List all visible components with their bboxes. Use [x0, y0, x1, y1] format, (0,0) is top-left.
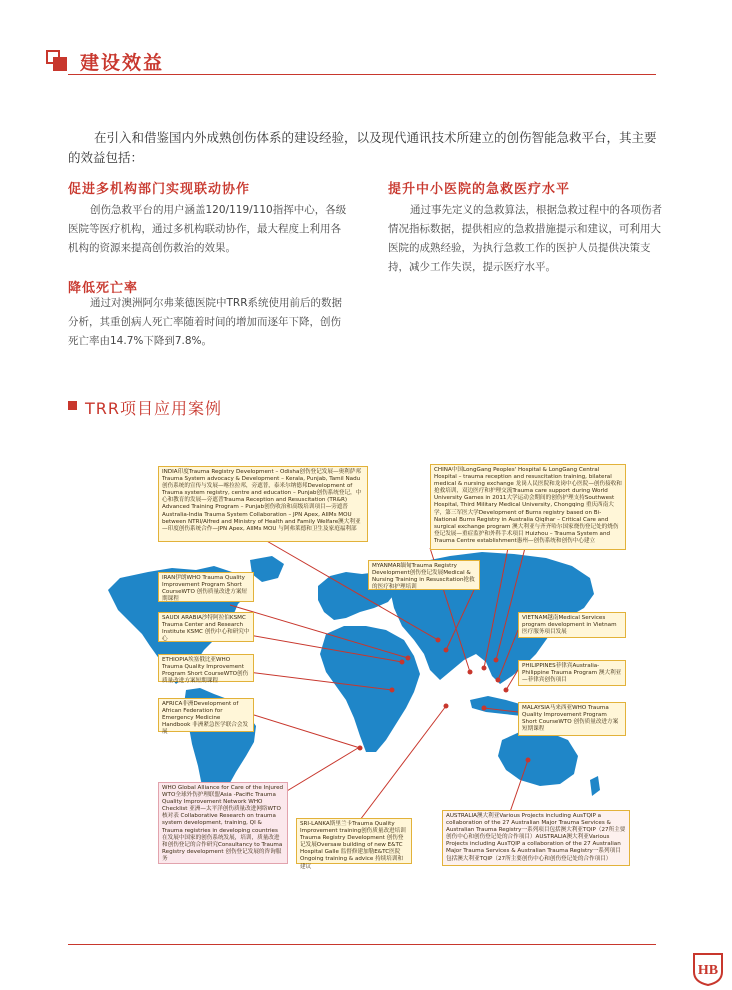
page-title: 建设效益	[80, 52, 165, 74]
benefit-mortality-title: 降低死亡率	[68, 281, 139, 296]
case-philippines: PHILIPPINES菲律宾Australia-Philippine Trauma Program 澳大利亚—菲律宾创伤项目	[518, 660, 626, 686]
australia-shape	[498, 730, 578, 786]
case-vietnam: VIETNAM越南Medical Services program development in Vietnam 医疗服务项目发展	[518, 612, 626, 638]
case-sri-lanka: SRI-LANKA斯里兰卡Trauma Quality Improvement training创伤质量改进培训 Trauma Registry Development 创伤登记发展Oversaw building of new E&TC Hospital Galle 监督修建加勒E&TC医院 Ongoing training & advice 持续培训和建议	[296, 818, 412, 864]
cases-title: TRR项目应用案例	[85, 399, 223, 418]
case-who: WHO Global Alliance for Care of the Injured WTO全球外伤护理联盟Asia -Pacific Trauma Quality Improvement Network WHO Checklist 亚洲—太平洋创伤质量改进网络WTO核对表 Collaborative Research on trauma system development, training, QI & Trauma registries in developing countries 在发展中国家的创伤系统发展，培训，质量改进和创伤登记的合作研究Consultancy to Trauma Registry development 创伤登记发展的咨询服务	[158, 782, 288, 864]
case-iran: IRAN伊朗WHO Trauma Quality Improvement Program Short CourseWTO 创伤质量改进方案短期课程	[158, 572, 254, 602]
shield-logo-icon	[690, 950, 726, 986]
benefit-mortality-text: 通过对澳洲阿尔弗莱德医院中TRR系统使用前后的数据分析，其重创病人死亡率随着时间的增加而逐年下降，创伤死亡率由14.7%下降到7.8%。	[68, 297, 343, 347]
case-africa: AFRICA非洲Development of African Federation for Emergency Medicine Handbook 非洲紧急医学联合会发展	[158, 698, 254, 732]
intro-paragraph: 在引入和借鉴国内外成熟创伤体系的建设经验，以及现代通讯技术所建立的创伤智能急救平台，其主要的效益包括：	[68, 130, 657, 165]
case-saudi-arabia: SAUDI ARABIA沙特阿拉伯KSMC Trauma Center and Research Institute KSMC 创伤中心和研究中心	[158, 612, 254, 642]
footer-divider	[68, 944, 656, 945]
greenland-shape	[250, 556, 284, 582]
case-ethiopia: ETHIOPIA埃塞俄比亚WHO Trauma Quality Improvement Program Short CourseWTO创伤质量改进方案短期课程	[158, 654, 254, 682]
case-malaysia: MALAYSIA马来西亚WHO Trauma Quality Improvement Program Short CourseWTO 创伤质量改进方案短期课程	[518, 702, 626, 736]
new-zealand-shape	[590, 776, 600, 796]
benefit-small-hospitals-title: 提升中小医院的急救医疗水平	[388, 182, 571, 197]
case-myanmar: MYANMAR缅甸Trauma Registry Development创伤登记发展Medical & Nursing Training in Resuscitation抢救的医疗和护理培训	[368, 560, 480, 590]
africa-shape	[320, 626, 420, 752]
benefit-small-hospitals-text: 通过事先定义的急救算法，根据急救过程中的各项伤者情况指标数据，提供相应的急救措施提示和建议，可利用大医院的成熟经验，为执行急救工作的医护人员提供决策支持，减少工作失误，提示医疗水平。	[388, 204, 662, 273]
case-australia: AUSTRALIA澳大利亚Various Projects including AusTQIP a collaboration of the 27 Australian Major Trauma Services & Australian Trauma Registry一系列项目包括澳大利亚TQIP（27所主要创伤中心和创伤登记处的合作项目）AUSTRALIA澳大利亚Various Projects including AusTQIP a collaboration of the 27 Australian Major Trauma Services & Australian Trauma Registry一系列项目包括澳大利亚TQIP（27所主要创伤中心和创伤登记处的合作项目）	[442, 810, 630, 866]
benefit-cooperation-title: 促进多机构部门实现联动协作	[68, 182, 251, 197]
case-china: CHINA中国LongGang Peoples' Hospital & LongGang Central Hospital – trauma reception and resuscitation training, bilateral medical & nursing exchange 龙岗人民医院和龙岗中心医院—创伤接收和抢救培训，双边医疗和护理交流Trauma care support during World University Games in 2011大学运动会期间的创伤护理支持Southwest Hospital, Third Military Medical University, Chongqing 重庆西南大学，第三军医大学Development of Burns registry based on Bi-National Burns Registry in Australia Qiqihar – Critical Care and surgical exchange program 澳大利亚与齐齐哈尔国家烧伤登记处的烧伤登记发展—重症监护和外科手术项目 Huizhou – Trauma System and Trauma Centre establishment惠州—创伤系统和创伤中心建立	[430, 464, 626, 550]
benefit-cooperation-text: 创伤急救平台的用户涵盖120/119/110指挥中心，各级医院等医疗机构，通过多机构联动协作，最大程度上利用各机构的资源来提高创伤救治的效果。	[68, 204, 347, 254]
svg-text:HB: HB	[697, 963, 719, 978]
case-india: INDIA印度Trauma Registry Development – Odisha创伤登记发展—奥利萨邦Trauma System advocacy & Development – Kerala, Punjab, Tamil Nadu创伤系统的宣传与发展—喀拉拉邦，旁遮普，泰米尔纳德邦Development of Trauma system registry, centre and education – Punjab创伤系统登记，中心和教育的发展—旁遮普Trauma Reception and Resuscitation (TR&R) Advanced Training Program – Punjab创伤收治和高级培训项目—旁遮普Australia-India Trauma System Collaboration – JPN Apex, AIIMs MOU between NTRI/Alfred and Ministry of Health and Family Welfare澳大利亚—印度创伤系统合作—JPN Apex, AIIMs MOU 与阿弗莱德和卫生及家庭福利部	[158, 466, 368, 542]
